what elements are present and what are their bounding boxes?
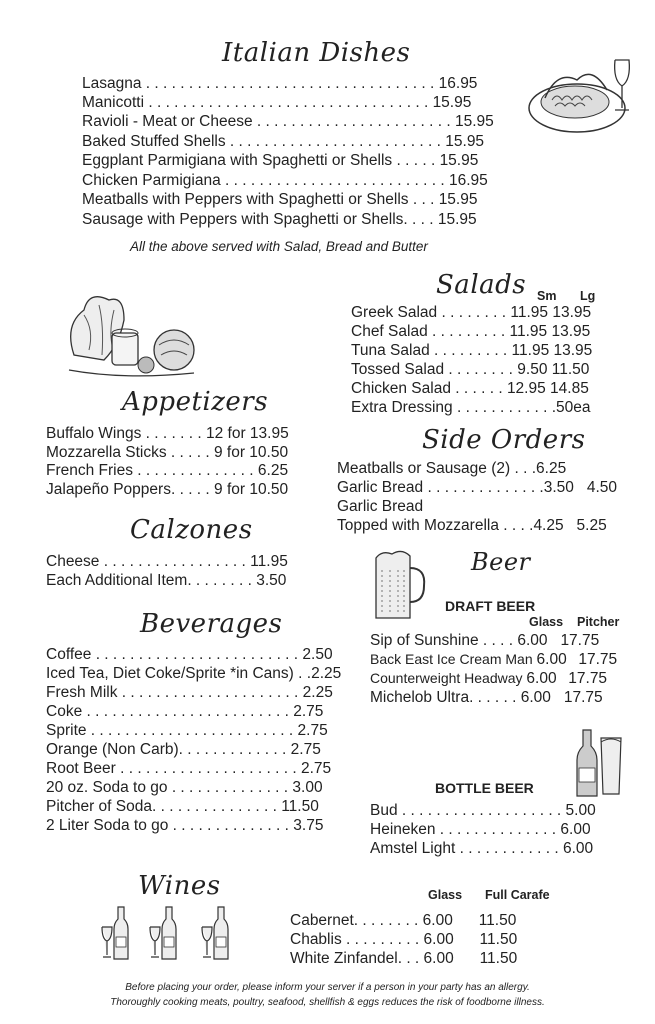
- beverages-title: Beverages: [140, 609, 283, 639]
- list-item: Eggplant Parmigiana with Spaghetti or Shells . . . . . 15.95: [82, 152, 479, 169]
- salads-col-lg: Lg: [580, 289, 596, 303]
- list-item: Buffalo Wings . . . . . . . 12 for 13.95: [46, 425, 289, 442]
- beer-mug-icon: [372, 550, 428, 622]
- list-item: Sip of Sunshine . . . . 6.00 17.75: [370, 632, 600, 649]
- list-item: Baked Stuffed Shells . . . . . . . . . . . . . . . . . . . . . . . . . 15.95: [82, 133, 485, 150]
- list-item: Tossed Salad . . . . . . . . 9.50 11.50: [351, 361, 590, 378]
- list-item: Ravioli - Meat or Cheese . . . . . . . . . . . . . . . . . . . . . . . 15.95: [82, 113, 494, 130]
- list-item: Each Additional Item. . . . . . . . 3.50: [46, 572, 287, 589]
- draft-beer-title: DRAFT BEER: [445, 598, 536, 614]
- list-item: Orange (Non Carb). . . . . . . . . . . . . 2.75: [46, 741, 321, 758]
- list-item: Michelob Ultra. . . . . . 6.00 17.75: [370, 689, 603, 706]
- wines-bottles-icon: [100, 905, 235, 963]
- foodborne-notice: Thoroughly cooking meats, poultry, seafood, shellfish & eggs reduces the risk of foodborne illness.: [110, 997, 545, 1008]
- list-item: French Fries . . . . . . . . . . . . . . 6.25: [46, 462, 289, 479]
- list-item: Heineken . . . . . . . . . . . . . . 6.00: [370, 821, 591, 838]
- list-item: Tuna Salad . . . . . . . . . 11.95 13.95: [351, 342, 593, 359]
- list-item: Meatballs or Sausage (2) . . .6.25: [337, 460, 567, 477]
- list-item: Jalapeño Poppers. . . . . 9 for 10.50: [46, 481, 289, 498]
- bottle-beer-title: BOTTLE BEER: [435, 780, 534, 796]
- list-item: Bud . . . . . . . . . . . . . . . . . . . 5.00: [370, 802, 596, 819]
- list-item: Topped with Mozzarella . . . .4.25 5.25: [337, 517, 607, 534]
- list-item: Garlic Bread . . . . . . . . . . . . . .3.50 4.50: [337, 479, 618, 496]
- list-item: Meatballs with Peppers with Spaghetti or Shells . . . 15.95: [82, 191, 478, 208]
- list-item: Counterweight Headway 6.00 17.75: [370, 670, 608, 687]
- calzones-title: Calzones: [130, 515, 253, 545]
- beer-title: Beer: [471, 548, 531, 576]
- list-item: Chicken Parmigiana . . . . . . . . . . . . . . . . . . . . . . . . . . 16.95: [82, 172, 488, 189]
- list-item: Chablis . . . . . . . . . 6.00 11.50: [290, 931, 518, 948]
- list-item: Coke . . . . . . . . . . . . . . . . . . . . . . . . 2.75: [46, 703, 324, 720]
- beer-col-pitcher: Pitcher: [577, 615, 620, 629]
- list-item: Iced Tea, Diet Coke/Sprite *in Cans) . .2.25: [46, 665, 342, 682]
- list-item: Sprite . . . . . . . . . . . . . . . . . . . . . . . . 2.75: [46, 722, 328, 739]
- beer-bottle-glass-icon: [575, 728, 625, 798]
- salads-col-sm: Sm: [537, 289, 557, 303]
- list-item: Back East Ice Cream Man 6.00 17.75: [370, 651, 618, 668]
- list-item: 20 oz. Soda to go . . . . . . . . . . . . . . 3.00: [46, 779, 323, 796]
- list-item: Coffee . . . . . . . . . . . . . . . . . . . . . . . . 2.50: [46, 646, 333, 663]
- italian-note: All the above served with Salad, Bread and Butter: [130, 239, 428, 254]
- salads-title: Salads: [436, 270, 527, 300]
- wines-title: Wines: [138, 871, 221, 901]
- list-item: Manicotti . . . . . . . . . . . . . . . . . . . . . . . . . . . . . . . . . 15.95: [82, 94, 472, 111]
- list-item: Extra Dressing . . . . . . . . . . . .50ea: [351, 399, 591, 416]
- list-item: Fresh Milk . . . . . . . . . . . . . . . . . . . . . 2.25: [46, 684, 333, 701]
- list-item: 2 Liter Soda to go . . . . . . . . . . . . . . 3.75: [46, 817, 324, 834]
- list-item: Lasagna . . . . . . . . . . . . . . . . . . . . . . . . . . . . . . . . . . 16.95: [82, 75, 478, 92]
- side-orders-title: Side Orders: [422, 425, 586, 455]
- list-item: Cabernet. . . . . . . . 6.00 11.50: [290, 912, 517, 929]
- list-item: Chicken Salad . . . . . . 12.95 14.85: [351, 380, 589, 397]
- italian-dishes-title: Italian Dishes: [222, 38, 411, 68]
- list-item: Chef Salad . . . . . . . . . 11.95 13.95: [351, 323, 591, 340]
- list-item: Pitcher of Soda. . . . . . . . . . . . . . . 11.50: [46, 798, 319, 815]
- appetizers-title: Appetizers: [122, 387, 269, 417]
- list-item: Cheese . . . . . . . . . . . . . . . . . 11.95: [46, 553, 288, 570]
- wines-col-carafe: Full Carafe: [485, 888, 550, 902]
- list-item: Greek Salad . . . . . . . . 11.95 13.95: [351, 304, 592, 321]
- pasta-plate-icon: [527, 40, 637, 145]
- allergy-notice: Before placing your order, please inform your server if a person in your party has an allergy.: [125, 982, 530, 993]
- list-item: Garlic Bread: [337, 498, 424, 515]
- beer-col-glass: Glass: [529, 615, 564, 629]
- list-item: Root Beer . . . . . . . . . . . . . . . . . . . . . 2.75: [46, 760, 332, 777]
- wines-col-glass: Glass: [428, 888, 463, 902]
- list-item: Mozzarella Sticks . . . . . 9 for 10.50: [46, 444, 289, 461]
- list-item: Sausage with Peppers with Spaghetti or Shells. . . . 15.95: [82, 211, 477, 228]
- list-item: White Zinfandel. . . 6.00 11.50: [290, 950, 518, 967]
- vegetables-icon: [64, 285, 199, 385]
- list-item: Amstel Light . . . . . . . . . . . . 6.00: [370, 840, 594, 857]
